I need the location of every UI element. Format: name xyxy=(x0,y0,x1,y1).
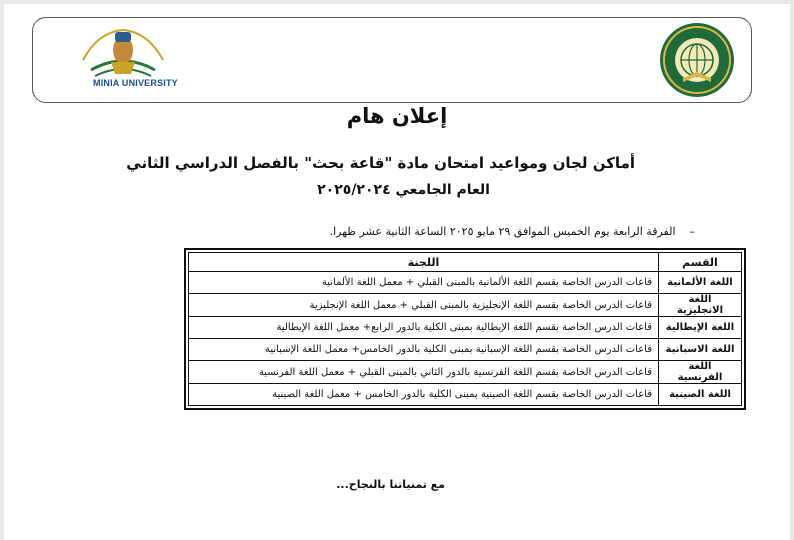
row-department: اللغة الفرنسية xyxy=(659,361,742,384)
row-department: اللغة الاسبانية xyxy=(659,339,742,361)
exam-title: أماكن لجان ومواعيد امتحان مادة "قاعة بحث" بالفصل الدراسي الثاني xyxy=(126,154,635,172)
header-committee: اللجنة xyxy=(189,253,659,272)
row-department: اللغة الألمانية xyxy=(659,272,742,294)
row-department: اللغة الانجليزية xyxy=(659,294,742,317)
table-row xyxy=(189,272,742,294)
header-box xyxy=(32,17,752,103)
committees-table-frame xyxy=(184,248,746,410)
table-header-row xyxy=(189,253,742,272)
university-name: MINIA UNIVERSITY xyxy=(93,78,178,88)
table-row xyxy=(189,384,742,406)
academic-year: العام الجامعي ٢٠٢٥/٢٠٢٤ xyxy=(317,182,490,198)
notice-dash: – xyxy=(689,225,695,238)
row-location: قاعات الدرس الخاصة بقسم اللغة الصينية بمبنى الكلية بالدور الخامس + معمل اللغة الصينية xyxy=(189,384,659,406)
exam-notice xyxy=(330,225,695,238)
row-location: قاعات الدرس الخاصة بقسم اللغة الفرنسية بالدور الثاني بالمبنى القبلي + معمل اللغة الفرنسية xyxy=(189,361,659,384)
announcement-heading: إعلان هام xyxy=(346,104,448,128)
committees-table xyxy=(188,252,742,406)
row-location: قاعات الدرس الخاصة بقسم اللغة الإيطالية بمبنى الكلية بالدور الرابع+ معمل اللغة الإيطالية xyxy=(189,317,659,339)
minia-university-logo xyxy=(53,22,193,100)
row-department: اللغة الصينية xyxy=(659,384,742,406)
faculty-seal-logo xyxy=(655,20,739,100)
row-department: اللغة الإيطالية xyxy=(659,317,742,339)
row-location: قاعات الدرس الخاصة بقسم اللغة الإسبانية بمبنى الكلية بالدور الخامس+ معمل اللغة الإسبانية xyxy=(189,339,659,361)
header-department: القسم xyxy=(659,253,742,272)
table-row xyxy=(189,294,742,317)
row-location: قاعات الدرس الخاصة بقسم اللغة الألمانية بالمبنى القبلي + معمل اللغة الألمانية xyxy=(189,272,659,294)
closing-wish: مع تمنياتنا بالنجاح... xyxy=(336,478,445,491)
table-row xyxy=(189,361,742,384)
table-row xyxy=(189,339,742,361)
notice-text: الفرقة الرابعة يوم الخميس الموافق ٢٩ مايو ٢٠٢٥ الساعة الثانية عشر ظهرا. xyxy=(329,225,676,238)
row-location: قاعات الدرس الخاصة بقسم اللغة الإنجليزية بالمبنى القبلي + معمل اللغة الإنجليزية xyxy=(189,294,659,317)
document-page xyxy=(4,4,790,540)
table-row xyxy=(189,317,742,339)
